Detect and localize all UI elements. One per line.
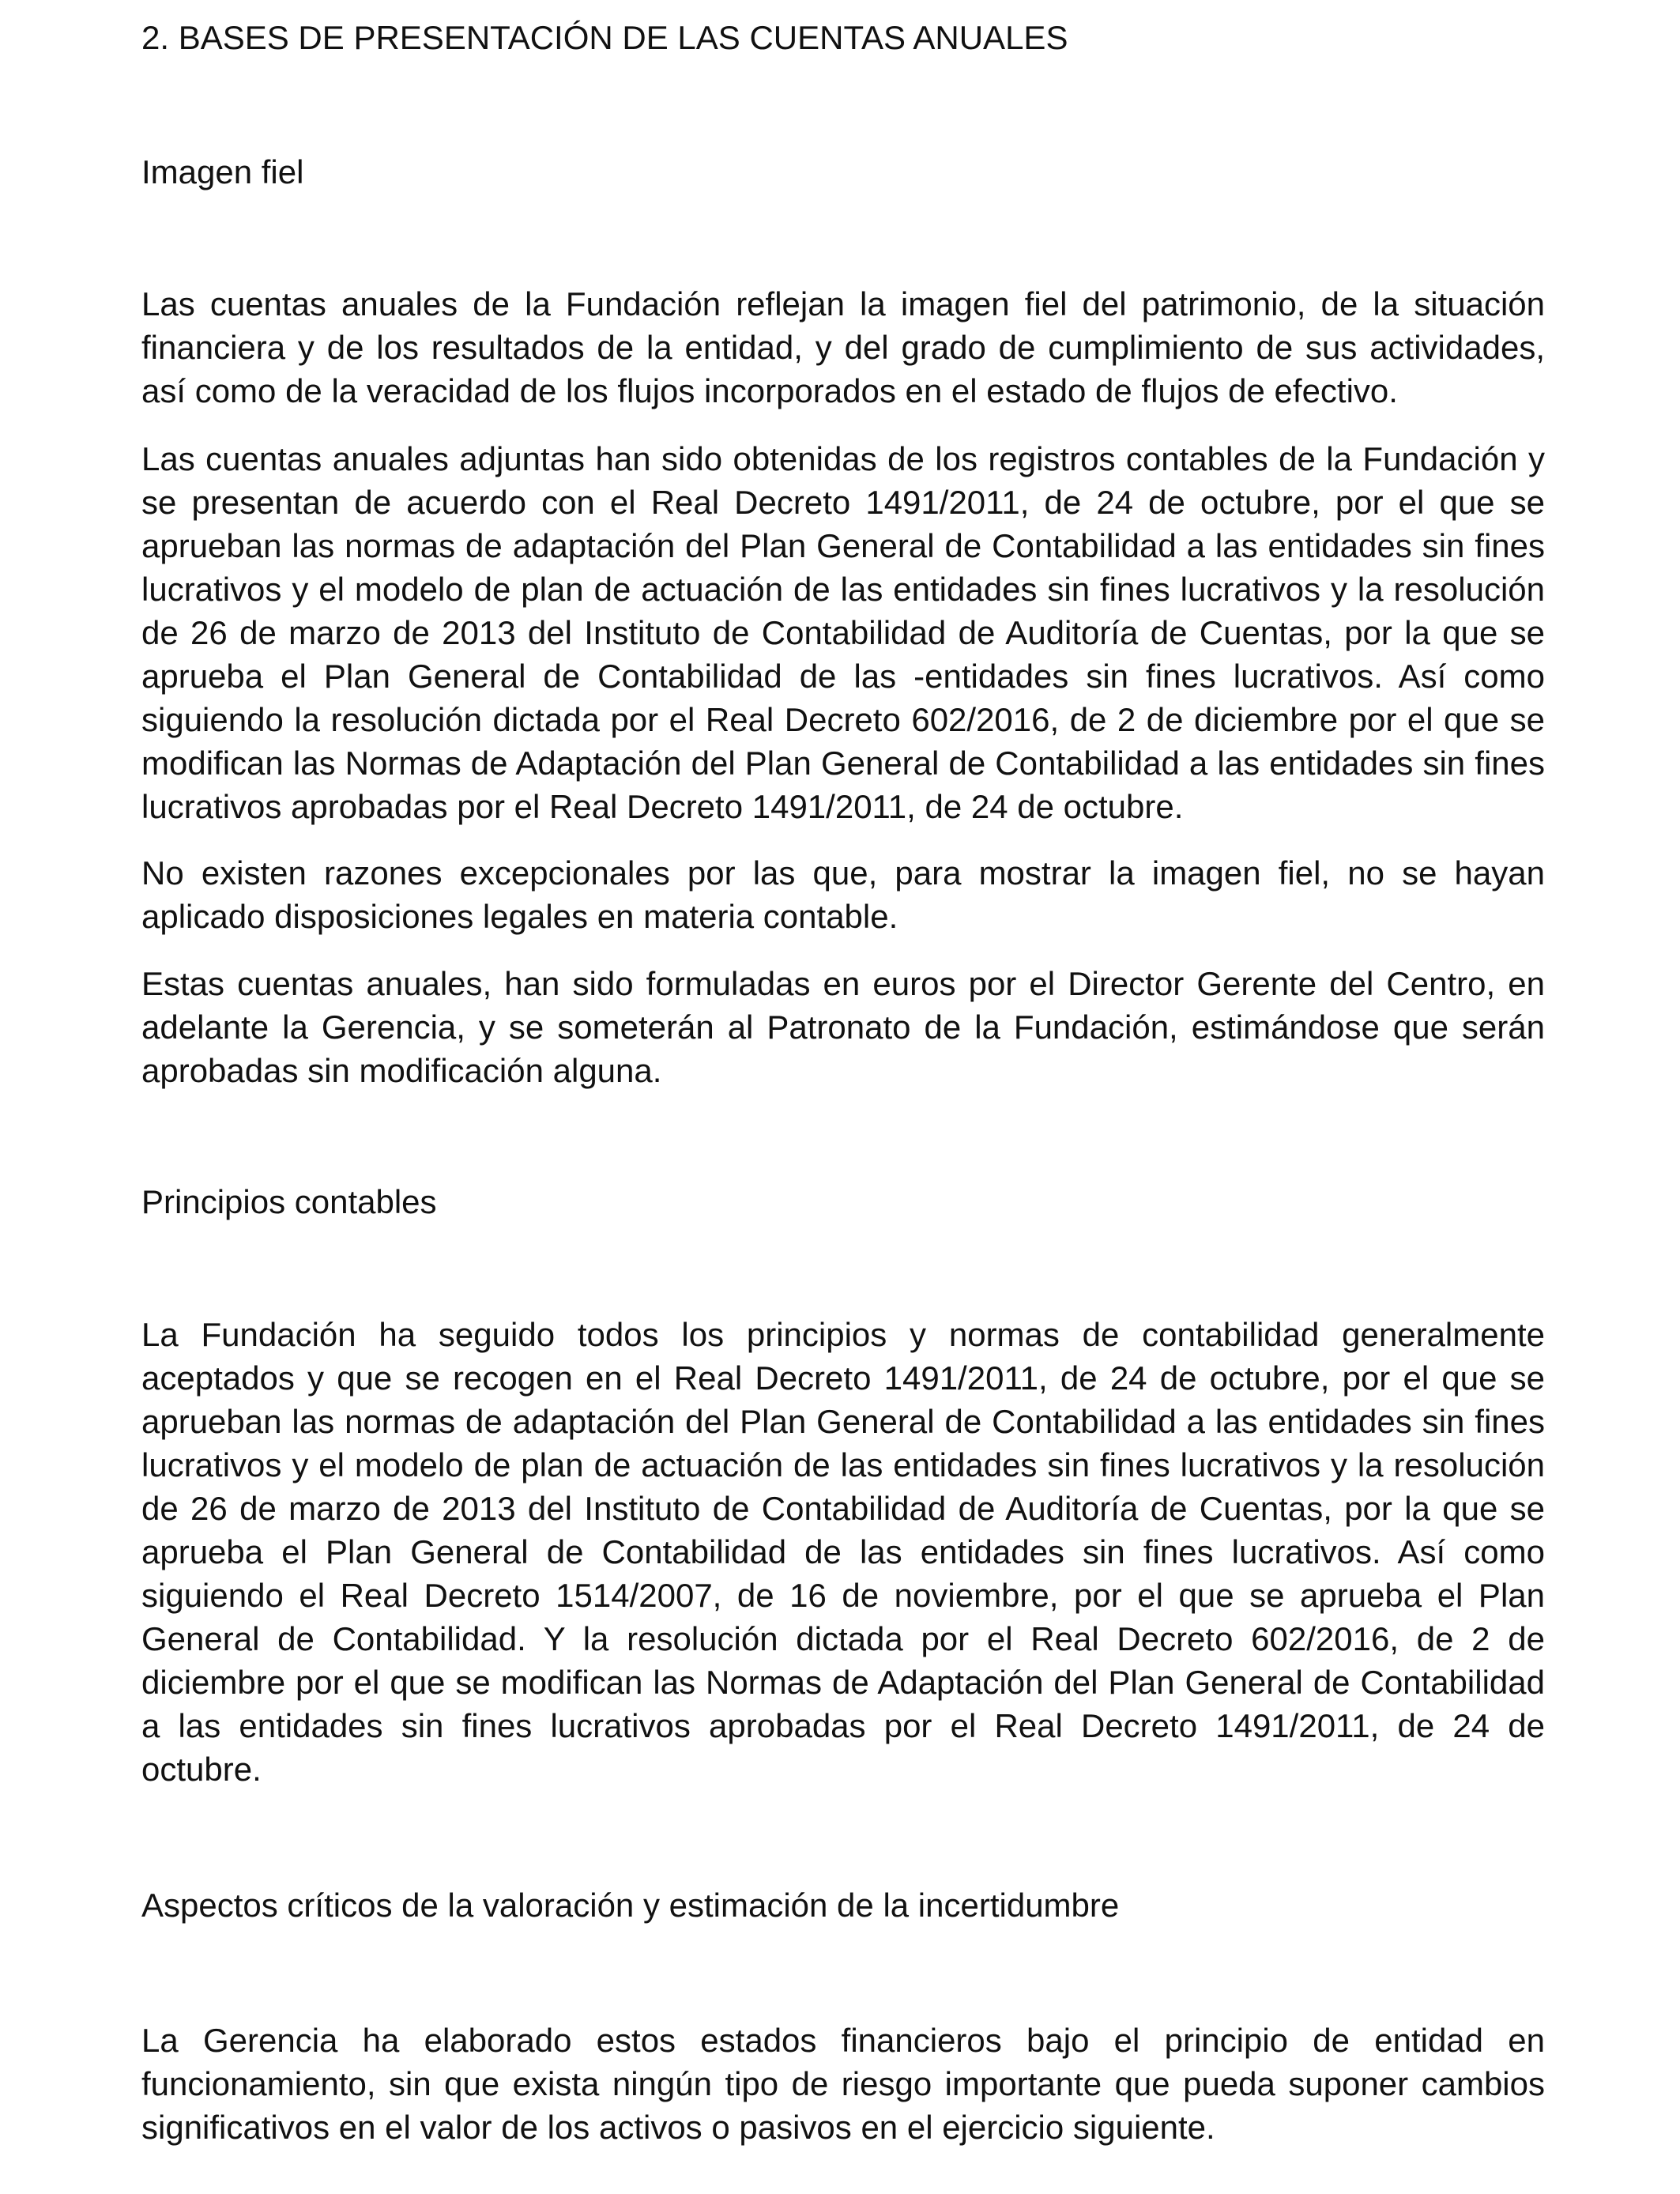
- paragraph-imagen-fiel-4: Estas cuentas anuales, han sido formuladas en euros por el Director Gerente del Centro, en adelante la Gerencia, y se someterán al Patronato de la Fundación, estimándose que serán aprobadas sin modificación alguna.: [141, 965, 1545, 1089]
- paragraph-aspectos-criticos: La Gerencia ha elaborado estos estados financieros bajo el principio de entidad en funcionamiento, sin que exista ningún tipo de riesgo importante que pueda suponer cambios significativos en el valor de los activos o pasivos en el ejercicio siguiente.: [141, 2022, 1545, 2146]
- heading-imagen-fiel: Imagen fiel: [141, 153, 304, 190]
- paragraph-principios-contables: La Fundación ha seguido todos los principios y normas de contabilidad generalmente aceptados y que se recogen en el Real Decreto 1491/2011, de 24 de octubre, por el que se aprueban las normas de adaptación del Plan General de Contabilidad a las entidades sin fines lucrativos y el modelo de plan de actuación de las entidades sin fines lucrativos y la resolución de 26 de marzo de 2013 del Instituto de Contabilidad de Auditoría de Cuentas, por la que se aprueba el Plan General de Contabilidad de las entidades sin fines lucrativos. Así como siguiendo el Real Decreto 1514/2007, de 16 de noviembre, por el que se aprueba el Plan General de Contabilidad. Y la resolución dictada por el Real Decreto 602/2016, de 2 de diciembre por el que se modifican las Normas de Adaptación del Plan General de Contabilidad a las entidades sin fines lucrativos aprobadas por el Real Decreto 1491/2011, de 24 de octubre.: [141, 1316, 1545, 1788]
- heading-aspectos-criticos: Aspectos críticos de la valoración y estimación de la incertidumbre: [141, 1887, 1120, 1924]
- section-title: 2. BASES DE PRESENTACIÓN DE LAS CUENTAS ANUALES: [141, 19, 1068, 56]
- paragraph-imagen-fiel-2: Las cuentas anuales adjuntas han sido obtenidas de los registros contables de la Fundación y se presentan de acuerdo con el Real Decreto 1491/2011, de 24 de octubre, por el que se aprueban las normas de adaptación del Plan General de Contabilidad a las entidades sin fines lucrativos y el modelo de plan de actuación de las entidades sin fines lucrativos y la resolución de 26 de marzo de 2013 del Instituto de Contabilidad de Auditoría de Cuentas, por la que se aprueba el Plan General de Contabilidad de las -entidades sin fines lucrativos. Así como siguiendo la resolución dictada por el Real Decreto 602/2016, de 2 de diciembre por el que se modifican las Normas de Adaptación del Plan General de Contabilidad a las entidades sin fines lucrativos aprobadas por el Real Decreto 1491/2011, de 24 de octubre.: [141, 440, 1545, 825]
- paragraph-imagen-fiel-3: No existen razones excepcionales por las que, para mostrar la imagen fiel, no se hayan aplicado disposiciones legales en materia contable.: [141, 854, 1545, 935]
- heading-principios-contables: Principios contables: [141, 1183, 437, 1220]
- paragraph-imagen-fiel-1: Las cuentas anuales de la Fundación reflejan la imagen fiel del patrimonio, de la situación financiera y de los resultados de la entidad, y del grado de cumplimiento de sus actividades, así como de la veracidad de los flujos incorporados en el estado de flujos de efectivo.: [141, 285, 1545, 409]
